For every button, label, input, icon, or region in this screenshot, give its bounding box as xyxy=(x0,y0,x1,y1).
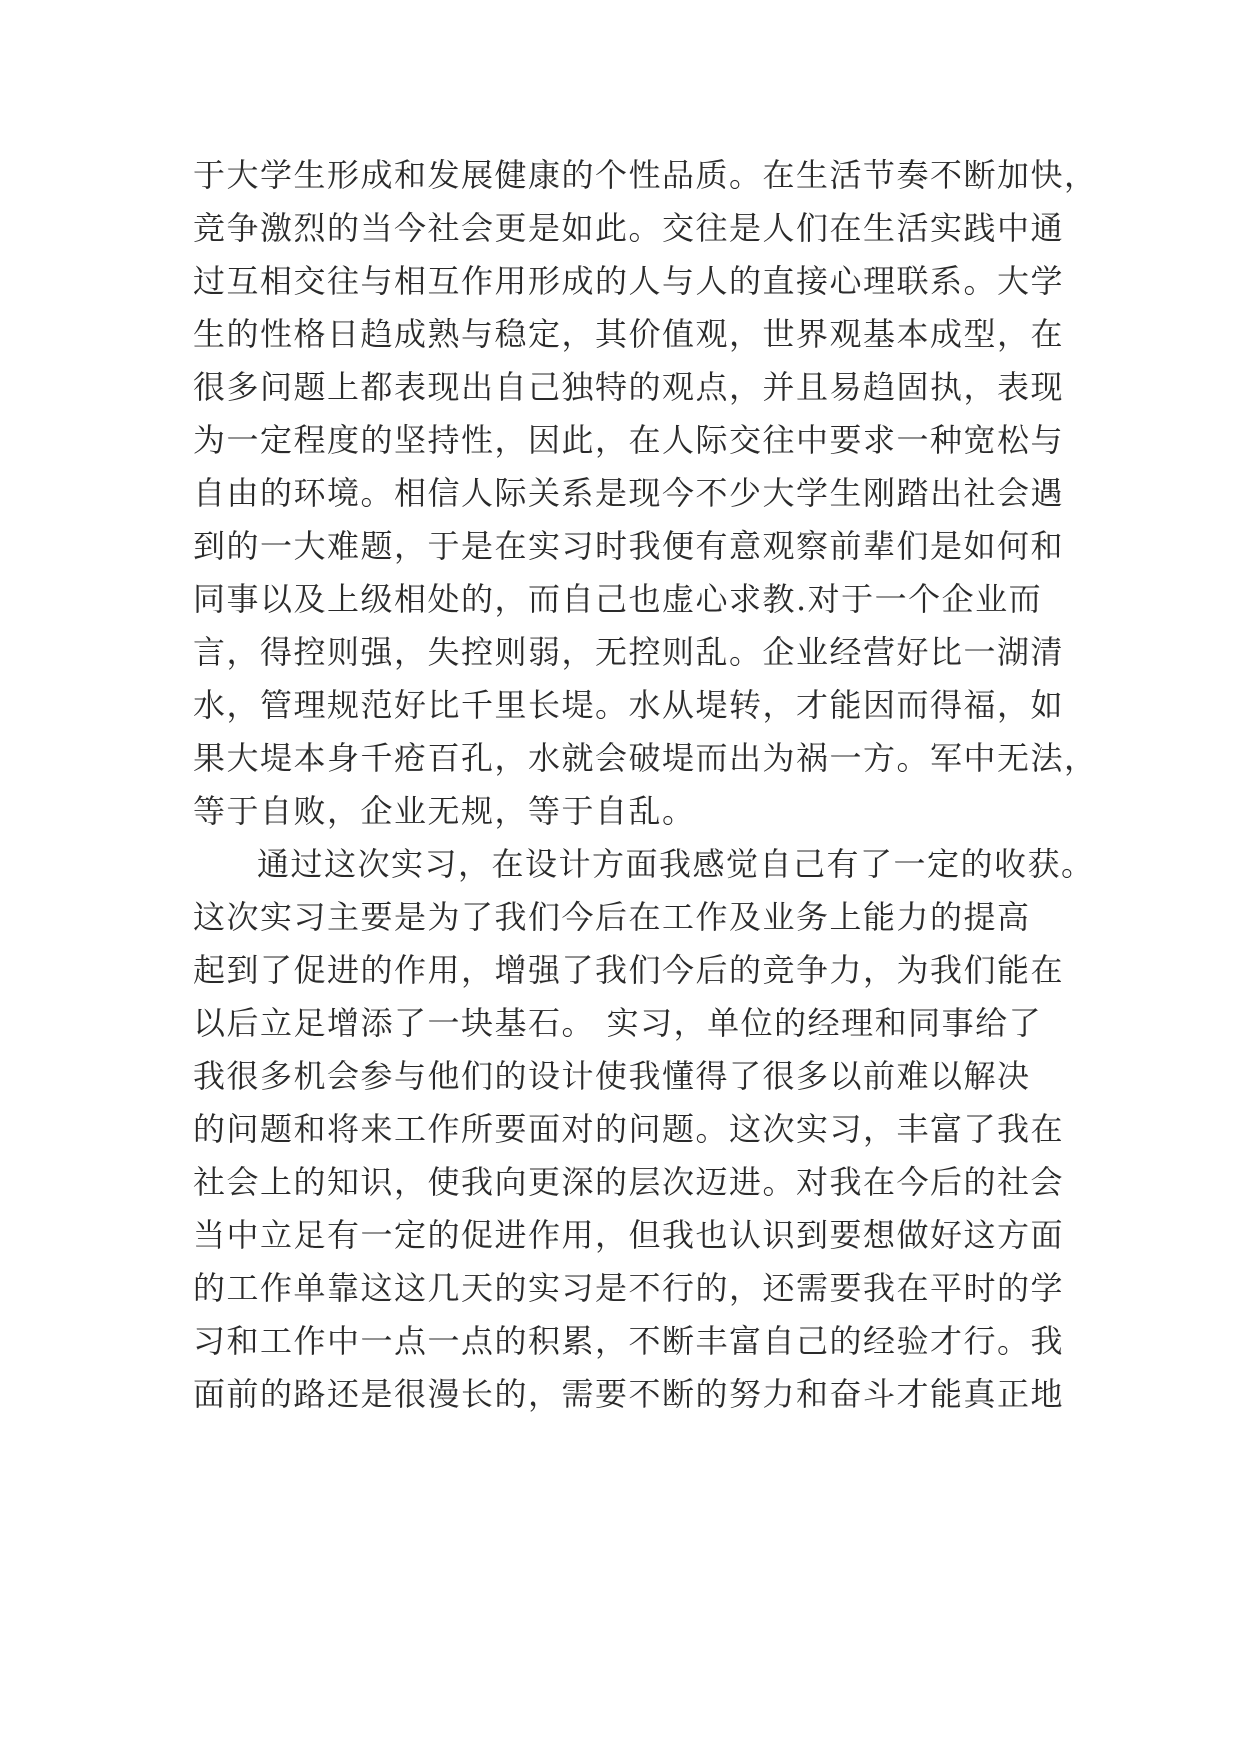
text-line: 果大堤本身千疮百孔，水就会破堤而出为祸一方。军中无法， xyxy=(193,739,1098,777)
text-line: 水，管理规范好比千里长堤。水从堤转，才能因而得福，如 xyxy=(193,686,1065,724)
text-line: 起到了促进的作用，增强了我们今后的竞争力，为我们能在 xyxy=(193,951,1065,989)
text-line: 到的一大难题，于是在实习时我便有意观察前辈们是如何和 xyxy=(193,527,1065,565)
text-line: 生的性格日趋成熟与稳定，其价值观，世界观基本成型，在 xyxy=(193,315,1065,353)
text-line: 过互相交往与相互作用形成的人与人的直接心理联系。大学 xyxy=(193,262,1065,300)
text-line: 于大学生形成和发展健康的个性品质。在生活节奏不断加快， xyxy=(193,156,1098,194)
text-line: 为一定程度的坚持性，因此，在人际交往中要求一种宽松与 xyxy=(193,421,1065,459)
text-line: 言，得控则强，失控则弱，无控则乱。企业经营好比一湖清 xyxy=(193,633,1065,671)
paragraph-start-line: 通过这次实习，在设计方面我感觉自己有了一定的收获。 xyxy=(257,845,1095,883)
text-line: 习和工作中一点一点的积累，不断丰富自己的经验才行。我 xyxy=(193,1322,1065,1360)
text-line: 自由的环境。相信人际关系是现今不少大学生刚踏出社会遇 xyxy=(193,474,1065,512)
text-line: 等于自败，企业无规，等于自乱。 xyxy=(193,792,696,830)
text-line: 当中立足有一定的促进作用，但我也认识到要想做好这方面 xyxy=(193,1216,1065,1254)
text-line: 的工作单靠这这几天的实习是不行的，还需要我在平时的学 xyxy=(193,1269,1065,1307)
text-line: 的问题和将来工作所要面对的问题。这次实习，丰富了我在 xyxy=(193,1110,1065,1148)
text-line: 竞争激烈的当今社会更是如此。交往是人们在生活实践中通 xyxy=(193,209,1065,247)
text-line: 我很多机会参与他们的设计使我懂得了很多以前难以解决 xyxy=(193,1057,1031,1095)
text-line: 这次实习主要是为了我们今后在工作及业务上能力的提高 xyxy=(193,898,1031,936)
text-line: 同事以及上级相处的，而自己也虚心求教.对于一个企业而 xyxy=(193,580,1043,618)
text-line: 以后立足增添了一块基石。 实习，单位的经理和同事给了 xyxy=(193,1004,1043,1042)
text-line: 面前的路还是很漫长的，需要不断的努力和奋斗才能真正地 xyxy=(193,1375,1065,1413)
text-line: 很多问题上都表现出自己独特的观点，并且易趋固执，表现 xyxy=(193,368,1065,406)
text-line: 社会上的知识，使我向更深的层次迈进。对我在今后的社会 xyxy=(193,1163,1065,1201)
